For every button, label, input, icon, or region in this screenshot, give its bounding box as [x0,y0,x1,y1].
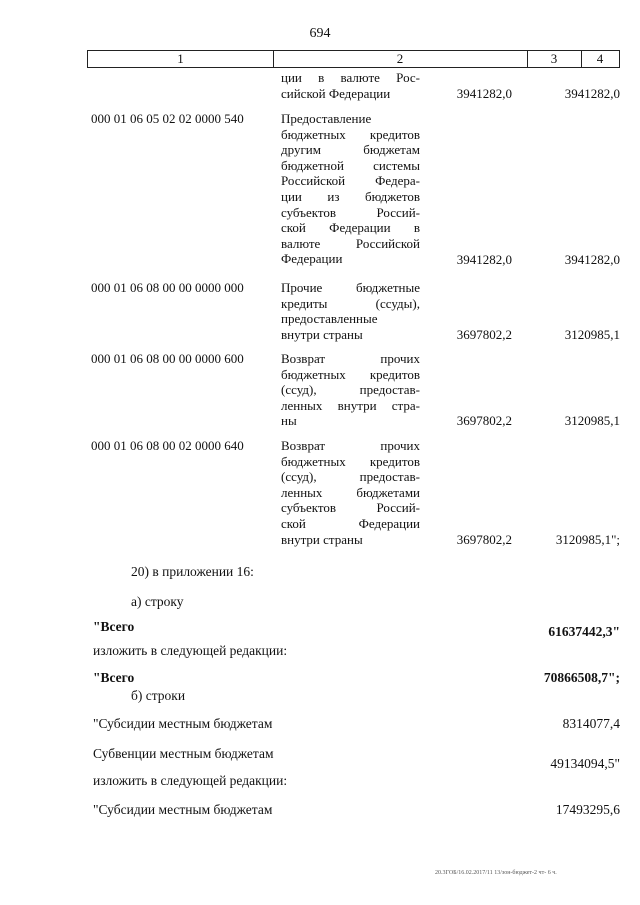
page-number: 694 [309,26,331,41]
edit-phrase-1: изложить в следующей редакции: [93,643,288,658]
subsidies-new-value: 17493295,6 [555,802,620,817]
total-new-value: 70866508,7"; [543,670,620,685]
row-description: Прочие бюджетные кредиты (ссуды), предоставленные внутри страны [281,280,420,342]
total-new-label: "Всего [93,670,135,685]
row-value-col3: 3941282,0 [456,252,512,267]
header-col-4: 4 [596,51,604,66]
subsidies-old-label: "Субсидии местным бюджетам [93,716,273,731]
subventions-label: Субвенции местным бюджетам [93,746,274,761]
edit-phrase-2: изложить в следующей редакции: [93,773,288,788]
subsidies-new-label: "Субсидии местным бюджетам [93,802,273,817]
row-value-col4: 3120985,1 [564,327,620,342]
row-value-col4: 3941282,0 [564,86,620,101]
row-value-col3: 3697802,2 [456,327,512,342]
amendment-20: 20) в приложении 16: [131,564,254,579]
subsidies-old-value: 8314077,4 [562,716,620,731]
total-old-value: 61637442,3" [548,624,620,639]
row-code: 000 01 06 08 00 02 0000 640 [91,438,244,453]
row-code: 000 01 06 08 00 00 0000 000 [91,280,244,295]
row-value-col4: 3120985,1"; [555,532,620,547]
item-a: а) строку [131,594,184,609]
footer-meta: 20.3ГОБ/16.02.2017/11 13/зон-бюджет-2 чт- 6 ч. [435,870,557,876]
subventions-value: 49134094,5" [550,756,620,771]
row-code: 000 01 06 08 00 00 0000 600 [91,351,244,366]
row-value-col4: 3941282,0 [564,252,620,267]
row-description: Возврат прочих бюджетных кредитов (ссуд), предостав- ленных внутри стра- ны [281,351,420,429]
row-description: Возврат прочих бюджетных кредитов (ссуд), предостав- ленных бюджетами субъектов Россий- ской Федерации внутри страны [281,438,420,547]
total-old-label: "Всего [93,619,135,634]
item-b: б) строки [131,688,186,703]
row-value-col4: 3120985,1 [564,413,620,428]
header-col-2: 2 [273,51,528,67]
row-value-col3: 3697802,2 [456,413,512,428]
header-col-3: 3 [527,51,582,67]
header-col-1: 1 [88,51,274,67]
row-description: Предоставление бюджетных кредитов другим бюджетам бюджетной системы Российской Федера- ции из бюджетов субъектов Россий- ской Федерации в валюте Российской Федерации [281,111,420,267]
table-header [87,50,620,68]
row-value-col3: 3941282,0 [456,86,512,101]
row-value-col3: 3697802,2 [456,532,512,547]
row-description: ции в валюте Рос- сийской Федерации [281,70,420,101]
row-code: 000 01 06 05 02 02 0000 540 [91,111,244,126]
